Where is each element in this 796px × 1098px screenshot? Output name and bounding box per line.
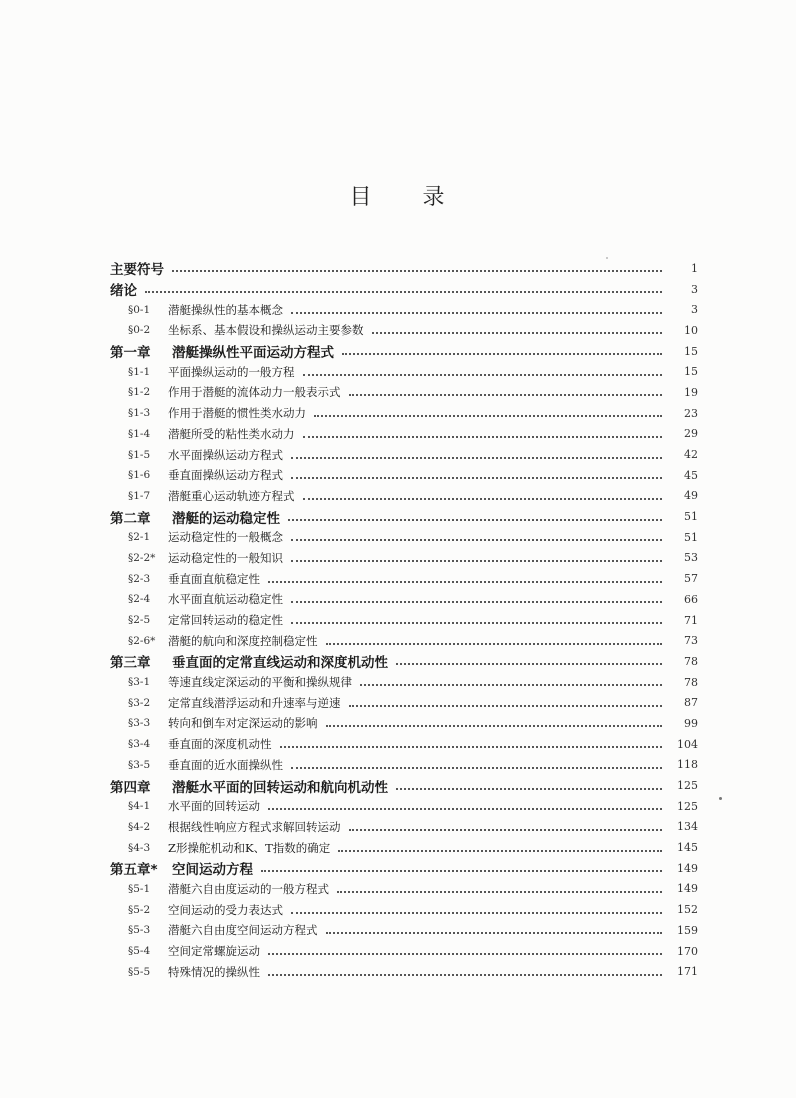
toc-entry-title: 潜艇操纵性平面运动方程式: [172, 345, 334, 362]
toc-page-number: 118: [677, 758, 698, 772]
toc-entry-title: 等速直线定深运动的平衡和操纵规律: [168, 675, 352, 690]
toc-page-number: 15: [684, 365, 698, 379]
dot-leader: [291, 539, 662, 541]
toc-page-number: 159: [677, 923, 698, 937]
dot-leader: [268, 974, 662, 976]
toc-entry-number: §5-1: [128, 882, 151, 895]
toc-entry-number: §1-7: [128, 489, 151, 502]
toc-page-number: 3: [691, 303, 698, 317]
toc-entry-title: 空间运动方程: [172, 862, 253, 879]
toc-entry-title: 潜艇的运动稳定性: [172, 510, 280, 527]
dot-leader: [291, 622, 662, 624]
toc-entry-number: 第一章: [110, 345, 151, 362]
toc-page-number: 170: [677, 944, 698, 958]
toc-section-entry: [110, 527, 698, 548]
dot-leader: [291, 767, 662, 769]
toc-page-number: 125: [677, 779, 698, 793]
dot-leader: [303, 436, 663, 438]
toc-entry-number: §3-4: [128, 738, 151, 751]
toc-entry-number: §1-3: [128, 407, 151, 420]
toc-page-number: 23: [684, 406, 698, 420]
dot-leader: [288, 519, 662, 521]
toc-entry-number: §5-4: [128, 945, 151, 958]
toc-page-number: 49: [684, 489, 698, 503]
toc-section-entry: [110, 879, 698, 900]
dot-leader: [342, 353, 662, 355]
dot-leader: [349, 394, 663, 396]
toc-entry-title: 潜艇的航向和深度控制稳定性: [168, 633, 318, 648]
toc-chapter-entry: [110, 258, 698, 279]
toc-section-entry: [110, 817, 698, 838]
toc-page-number: 99: [684, 716, 698, 730]
toc-entry-number: §0-1: [128, 303, 151, 316]
toc-page-number: 78: [684, 654, 698, 668]
dot-leader: [338, 850, 662, 852]
toc-chapter-entry: [110, 651, 698, 672]
toc-page-number: 152: [677, 903, 698, 917]
dot-leader: [268, 581, 662, 583]
toc-entry-number: §1-2: [128, 386, 151, 399]
toc-entry-number: §3-3: [128, 717, 151, 730]
toc-entry-title: 潜艇操纵性的基本概念: [168, 302, 283, 317]
toc-section-entry: [110, 672, 698, 693]
toc-section-entry: [110, 755, 698, 776]
toc-entry-title: 平面操纵运动的一般方程: [168, 364, 295, 379]
dot-leader: [261, 870, 662, 872]
toc-entry-title: 定常回转运动的稳定性: [168, 613, 283, 628]
toc-page-number: 66: [684, 592, 698, 606]
toc-section-entry: [110, 424, 698, 445]
toc-section-entry: [110, 610, 698, 631]
toc-section-entry: [110, 589, 698, 610]
toc-entry-number: §2-1: [128, 531, 151, 544]
toc-section-entry: [110, 941, 698, 962]
dot-leader: [291, 477, 662, 479]
toc-chapter-entry: [110, 279, 698, 300]
toc-entry-number: 第四章: [110, 779, 151, 796]
dot-leader: [314, 415, 662, 417]
toc-page-number: 71: [684, 613, 698, 627]
toc-section-entry: [110, 382, 698, 403]
toc-page-number: 149: [677, 882, 698, 896]
toc-section-entry: [110, 568, 698, 589]
toc-entry-number: 第二章: [110, 510, 151, 527]
toc-entry-title: 水平面直航运动稳定性: [168, 592, 283, 607]
dot-leader: [291, 312, 662, 314]
toc-page-number: 145: [677, 841, 698, 855]
toc-section-entry: [110, 899, 698, 920]
toc-section-entry: [110, 961, 698, 982]
toc-entry-number: §3-5: [128, 758, 151, 771]
toc-entry-number: §2-2*: [128, 551, 156, 564]
dot-leader: [291, 457, 662, 459]
toc-entry-number: 第五章*: [110, 862, 158, 879]
toc-list: [110, 258, 698, 982]
toc-page-number: 171: [677, 965, 698, 979]
toc-section-entry: [110, 548, 698, 569]
toc-entry-title: 转向和倒车对定深运动的影响: [168, 716, 318, 731]
toc-entry-number: §3-1: [128, 676, 151, 689]
toc-section-entry: [110, 837, 698, 858]
toc-entry-title: 作用于潜艇的惯性类水动力: [168, 406, 306, 421]
scan-speck: [606, 257, 608, 259]
dot-leader: [349, 829, 663, 831]
toc-entry-number: §1-6: [128, 469, 151, 482]
toc-section-entry: [110, 713, 698, 734]
toc-entry-title: 垂直面的深度机动性: [168, 737, 272, 752]
toc-entry-title: 空间运动的受力表达式: [168, 902, 283, 917]
dot-leader: [172, 270, 662, 272]
toc-section-entry: [110, 444, 698, 465]
dot-leader: [326, 932, 663, 934]
toc-entry-number: §1-4: [128, 427, 151, 440]
toc-entry-title: 潜艇重心运动轨迹方程式: [168, 488, 295, 503]
toc-section-entry: [110, 796, 698, 817]
toc-entry-number: §0-2: [128, 324, 151, 337]
toc-entry-title: 潜艇六自由度运动的一般方程式: [168, 881, 329, 896]
toc-page-number: 51: [684, 530, 698, 544]
toc-page-number: 104: [677, 737, 698, 751]
toc-chapter-entry: [110, 775, 698, 796]
toc-entry-title: 水平面的回转运动: [168, 799, 260, 814]
toc-entry-title: 主要符号: [110, 262, 164, 279]
toc-entry-number: §4-1: [128, 800, 151, 813]
toc-page-number: 149: [677, 861, 698, 875]
toc-entry-number: §3-2: [128, 696, 151, 709]
toc-entry-title: 根据线性响应方程式求解回转运动: [168, 819, 341, 834]
toc-chapter-entry: [110, 341, 698, 362]
toc-entry-number: §4-2: [128, 820, 151, 833]
toc-entry-number: §5-3: [128, 924, 151, 937]
toc-entry-number: §1-5: [128, 448, 151, 461]
dot-leader: [291, 601, 662, 603]
toc-entry-number: §2-3: [128, 572, 151, 585]
toc-entry-number: §2-4: [128, 593, 151, 606]
toc-entry-number: §5-5: [128, 965, 151, 978]
toc-page-number: 19: [684, 385, 698, 399]
toc-entry-title: 定常直线潜浮运动和升速率与逆速: [168, 695, 341, 710]
dot-leader: [372, 332, 663, 334]
toc-page-number: 51: [684, 510, 698, 524]
toc-section-entry: [110, 299, 698, 320]
dot-leader: [291, 560, 662, 562]
toc-section-entry: [110, 320, 698, 341]
dot-leader: [360, 684, 662, 686]
toc-page-number: 134: [677, 820, 698, 834]
toc-entry-title: 空间定常螺旋运动: [168, 944, 260, 959]
toc-page-number: 29: [684, 427, 698, 441]
toc-entry-title: 潜艇所受的粘性类水动力: [168, 426, 295, 441]
dot-leader: [396, 663, 662, 665]
toc-entry-number: 第三章: [110, 655, 151, 672]
toc-entry-title: 潜艇六自由度空间运动方程式: [168, 923, 318, 938]
toc-section-entry: [110, 630, 698, 651]
toc-entry-number: §2-6*: [128, 634, 156, 647]
toc-entry-title: 潜艇水平面的回转运动和航向机动性: [172, 779, 388, 796]
toc-section-entry: [110, 692, 698, 713]
toc-entry-title: 作用于潜艇的流体动力一般表示式: [168, 385, 341, 400]
dot-leader: [303, 374, 663, 376]
toc-section-entry: [110, 920, 698, 941]
toc-entry-title: 坐标系、基本假设和操纵运动主要参数: [168, 323, 364, 338]
dot-leader: [280, 746, 663, 748]
toc-page-number: 78: [684, 675, 698, 689]
toc-page-number: 10: [684, 323, 698, 337]
toc-entry-title: 垂直面的近水面操纵性: [168, 757, 283, 772]
toc-entry-title: 绪论: [110, 283, 137, 300]
page-title: 目 录: [349, 185, 447, 210]
toc-page-number: 15: [684, 344, 698, 358]
toc-entry-title: 垂直面的定常直线运动和深度机动性: [172, 655, 388, 672]
toc-page-number: 125: [677, 799, 698, 813]
toc-page-number: 1: [691, 261, 698, 275]
toc-entry-number: §1-1: [128, 365, 151, 378]
dot-leader: [291, 912, 662, 914]
toc-page-number: 73: [684, 634, 698, 648]
scan-speck: [719, 797, 722, 800]
dot-leader: [337, 891, 662, 893]
dot-leader: [268, 953, 662, 955]
toc-entry-title: 垂直面操纵运动方程式: [168, 468, 283, 483]
dot-leader: [326, 725, 663, 727]
toc-page-number: 53: [684, 551, 698, 565]
toc-page-number: 42: [684, 448, 698, 462]
toc-entry-number: §2-5: [128, 614, 151, 627]
dot-leader: [396, 788, 662, 790]
toc-entry-title: 特殊情况的操纵性: [168, 964, 260, 979]
toc-chapter-entry: [110, 858, 698, 879]
dot-leader: [268, 808, 662, 810]
toc-entry-title: 运动稳定性的一般知识: [168, 550, 283, 565]
toc-section-entry: [110, 465, 698, 486]
dot-leader: [349, 705, 663, 707]
toc-entry-number: §5-2: [128, 903, 151, 916]
toc-page-number: 3: [691, 282, 698, 296]
dot-leader: [326, 643, 663, 645]
dot-leader: [145, 291, 662, 293]
toc-page-number: 45: [684, 468, 698, 482]
toc-section-entry: [110, 734, 698, 755]
toc-section-entry: [110, 486, 698, 507]
toc-page-number: 57: [684, 572, 698, 586]
toc-entry-title: 水平面操纵运动方程式: [168, 447, 283, 462]
toc-section-entry: [110, 361, 698, 382]
dot-leader: [303, 498, 663, 500]
toc-entry-number: §4-3: [128, 841, 151, 854]
toc-section-entry: [110, 403, 698, 424]
toc-entry-title: 垂直面直航稳定性: [168, 571, 260, 586]
toc-page-number: 87: [684, 696, 698, 710]
toc-entry-title: 运动稳定性的一般概念: [168, 530, 283, 545]
toc-entry-title: Z形操舵机动和K、T指数的确定: [168, 840, 331, 855]
toc-chapter-entry: [110, 506, 698, 527]
